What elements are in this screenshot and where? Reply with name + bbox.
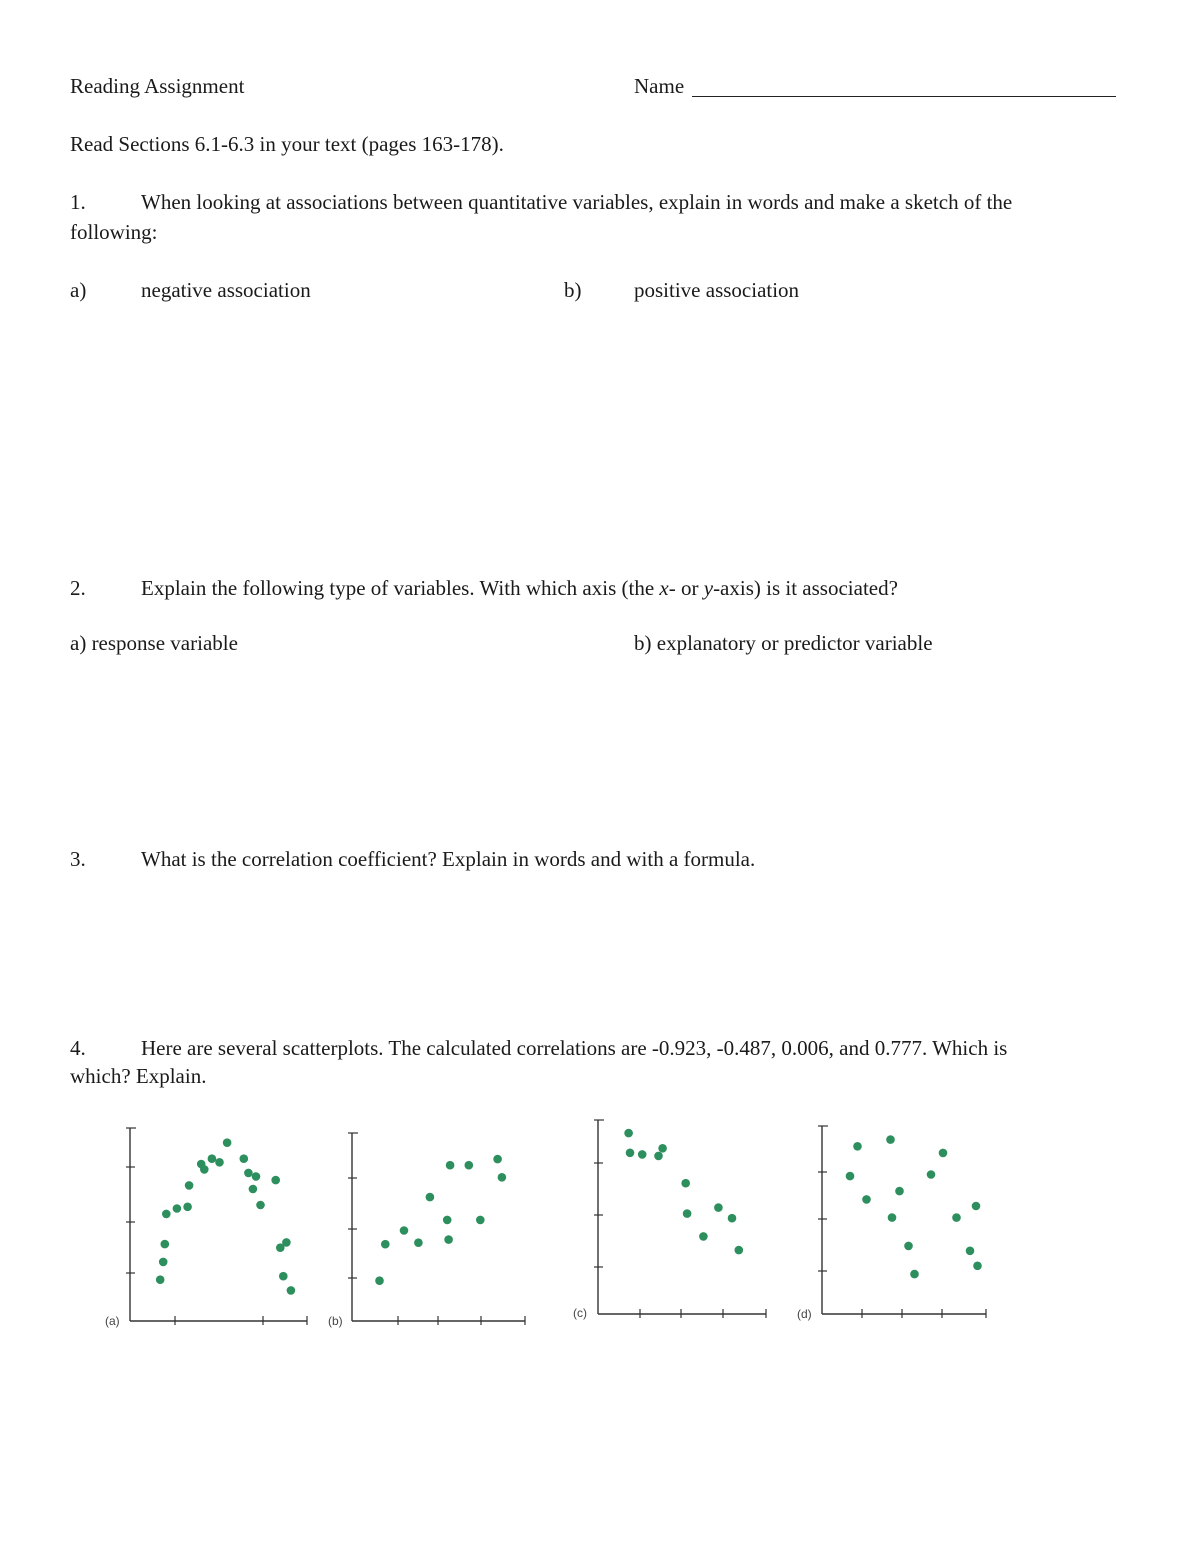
q1-text-line1: When looking at associations between quantitative variables, explain in words and make a sketch of the <box>141 190 1013 214</box>
scatterplot-d <box>797 1118 994 1330</box>
q2-text-before-x: Explain the following type of variables. With which axis (the <box>141 576 660 600</box>
scatter-point <box>638 1150 647 1159</box>
q1-part-b-text: positive association <box>634 278 800 302</box>
scatter-point <box>200 1165 209 1174</box>
scatter-point <box>162 1210 171 1219</box>
scatter-point <box>465 1161 474 1170</box>
scatterplot-b-label: (b) <box>328 1314 343 1328</box>
scatter-point <box>735 1246 744 1255</box>
q4-text-line1: Here are several scatterplots. The calculated correlations are -0.923, -0.487, 0.006, and 0.777. Which is <box>141 1036 1008 1060</box>
scatter-point <box>256 1201 265 1210</box>
name-field-line[interactable] <box>692 96 1116 97</box>
scatter-point <box>443 1216 452 1225</box>
scatter-point <box>966 1247 975 1256</box>
scatter-point <box>658 1144 667 1153</box>
q2-text-after-y: -axis) is it associated? <box>713 576 898 600</box>
q4-number: 4. <box>70 1036 86 1060</box>
q3-number: 3. <box>70 847 86 871</box>
scatter-point <box>681 1179 690 1188</box>
scatter-point <box>728 1214 737 1223</box>
scatter-point <box>927 1170 936 1179</box>
scatter-point <box>244 1169 253 1178</box>
scatterplot-a-svg <box>105 1120 315 1335</box>
scatter-point <box>624 1129 633 1138</box>
scatter-point <box>271 1176 280 1185</box>
scatter-point <box>895 1187 904 1196</box>
q1-part-a-text: negative association <box>141 278 311 302</box>
scatter-point <box>287 1286 296 1295</box>
scatter-point <box>161 1240 170 1249</box>
q4-text-line2: which? Explain. <box>70 1064 207 1088</box>
scatterplot-c-label: (c) <box>573 1306 587 1320</box>
scatter-point <box>282 1238 291 1247</box>
scatter-point <box>446 1161 455 1170</box>
q2-number: 2. <box>70 576 86 600</box>
scatter-point <box>375 1276 384 1285</box>
scatter-point <box>400 1226 409 1235</box>
scatterplot-d-label: (d) <box>797 1307 812 1321</box>
scatter-point <box>156 1275 165 1284</box>
scatter-point <box>498 1173 507 1182</box>
scatter-point <box>683 1209 692 1218</box>
scatter-point <box>223 1138 232 1147</box>
scatter-point <box>699 1232 708 1241</box>
scatter-point <box>862 1195 871 1204</box>
scatter-point <box>185 1181 194 1190</box>
q1-number: 1. <box>70 190 86 214</box>
scatterplot-a <box>105 1120 315 1335</box>
assignment-title: Reading Assignment <box>70 74 245 98</box>
scatterplot-c <box>573 1115 773 1330</box>
scatterplot-d-svg <box>797 1118 994 1330</box>
scatter-point <box>888 1213 897 1222</box>
scatter-point <box>910 1270 919 1279</box>
scatterplot-c-svg <box>573 1115 773 1330</box>
scatter-point <box>972 1202 981 1211</box>
scatter-point <box>249 1185 258 1194</box>
scatter-point <box>414 1238 423 1247</box>
scatter-point <box>173 1204 182 1213</box>
scatter-point <box>444 1235 453 1244</box>
q1-part-a-label: a) <box>70 278 87 302</box>
name-label: Name <box>634 74 685 98</box>
scatter-point <box>886 1135 895 1144</box>
scatter-point <box>381 1240 390 1249</box>
scatter-point <box>208 1154 217 1163</box>
scatter-point <box>973 1262 982 1271</box>
scatter-point <box>846 1172 855 1181</box>
scatter-point <box>240 1154 249 1163</box>
q1-part-b-label: b) <box>564 278 582 302</box>
q1-text-line2: following: <box>70 220 158 244</box>
q3-text: What is the correlation coefficient? Explain in words and with a formula. <box>141 847 756 871</box>
scatter-point <box>626 1149 635 1158</box>
scatter-point <box>183 1203 192 1212</box>
scatter-point <box>476 1216 485 1225</box>
scatter-point <box>714 1203 723 1212</box>
scatter-point <box>426 1193 435 1202</box>
scatter-point <box>853 1142 862 1151</box>
scatterplot-a-label: (a) <box>105 1314 120 1328</box>
scatter-point <box>279 1272 288 1281</box>
scatter-point <box>493 1155 502 1164</box>
q2-part-b: b) explanatory or predictor variable <box>634 631 933 655</box>
q2-y-variable: y <box>703 576 714 600</box>
scatter-point <box>904 1242 913 1251</box>
scatter-point <box>654 1152 663 1161</box>
q2-text <box>141 576 898 600</box>
reading-instructions: Read Sections 6.1-6.3 in your text (pages 163-178). <box>70 132 504 156</box>
scatter-point <box>252 1172 261 1181</box>
scatter-point <box>939 1149 948 1158</box>
scatter-point <box>952 1213 961 1222</box>
q2-part-a: a) response variable <box>70 631 238 655</box>
q2-x-variable: x <box>659 576 669 600</box>
scatter-point <box>215 1158 224 1167</box>
scatterplot-b-svg <box>328 1125 533 1335</box>
scatterplot-b <box>328 1125 533 1335</box>
scatter-point <box>159 1258 168 1267</box>
q2-text-mid: - or <box>668 576 704 600</box>
